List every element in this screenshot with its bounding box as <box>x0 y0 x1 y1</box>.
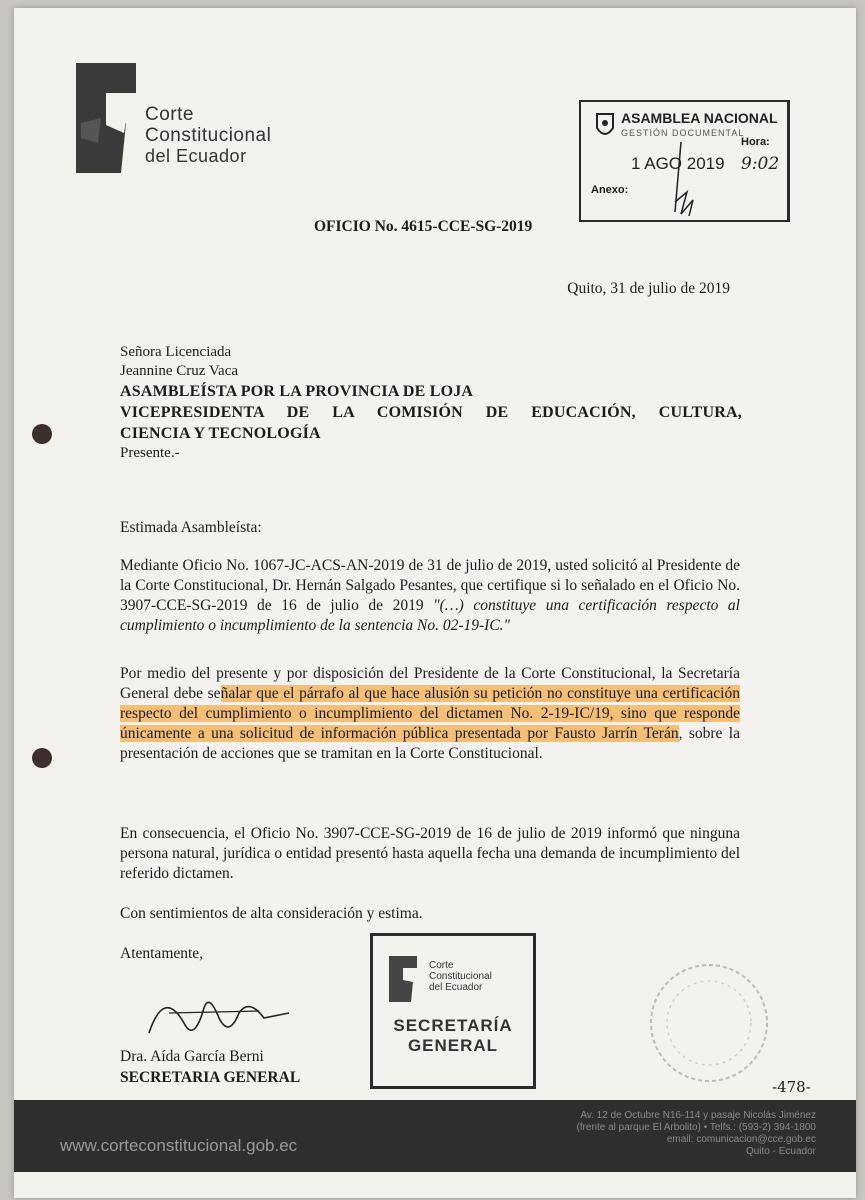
footer-address-4: Quito - Ecuador <box>745 1146 816 1157</box>
paragraph-2-pre: Por medio del presente y por disposición del Presidente de la Corte Constitucional, la Secretaría General debe se <box>120 665 740 702</box>
stamp-title-1: SECRETARÍA <box>393 1016 513 1035</box>
sign-off: Atentamente, <box>120 945 204 962</box>
paragraph-2-post: , sobre la presentación de acciones que se tramitan en la Corte Constitucional. <box>120 725 740 762</box>
date-line: Quito, 31 de julio de 2019 <box>567 280 730 297</box>
paragraph-1-quote: "(…) constituye una certificación respecto al cumplimiento o incumplimiento de la sentencia No. 02-19-IC." <box>120 597 740 634</box>
stamp-title <box>373 1016 533 1056</box>
footer-bar <box>14 1100 856 1172</box>
oficio-number: OFICIO No. 4615-CCE-SG-2019 <box>314 218 533 235</box>
punch-hole-bottom <box>32 748 52 768</box>
paragraph-3: En consecuencia, el Oficio No. 3907-CCE-SG-2019 de 16 de julio de 2019 informó que ninguna persona natural, jurídica o entidad presentó hasta aquella fecha una demanda de incumplimiento del referido dictamen. <box>120 825 740 882</box>
footer-address <box>576 1110 816 1158</box>
stamp-mini-text <box>429 960 492 993</box>
initials-scribble-icon <box>651 142 711 222</box>
stamp-hora-label: Hora: <box>741 136 770 148</box>
stamp-mini-3: del Ecuador <box>429 982 483 993</box>
stamp-mini-1: Corte <box>429 960 454 971</box>
footer-address-1: Av. 12 de Octubre N16-114 y pasaje Nicolás Jiménez <box>580 1110 816 1121</box>
stamp-logo-icon <box>385 954 425 1004</box>
letter-page <box>14 8 856 1198</box>
recipient-salutation: Señora Licenciada <box>120 344 232 360</box>
coat-of-arms-icon <box>595 112 615 140</box>
footer-address-2: (frente al parque El Arbolito) • Telfs.: (593-2) 394-1800 <box>576 1122 816 1133</box>
recipient-name: Jeannine Cruz Vaca <box>120 363 239 379</box>
signer-block <box>120 1046 300 1088</box>
faded-round-seal-icon <box>634 958 784 1088</box>
stamp-mini-2: Constitucional <box>429 971 492 982</box>
signer-role: SECRETARIA GENERAL <box>120 1069 301 1086</box>
recipient-role-2a: VICEPRESIDENTA DE LA COMISIÓN DE EDUCACIÓN, CULTURA, <box>120 404 742 421</box>
page-number: -478- <box>772 1078 811 1096</box>
recipient-role-2b: CIENCIA Y TECNOLOGÍA <box>120 425 321 442</box>
secretaria-general-stamp <box>370 933 536 1089</box>
highlighted-passage: ñalar que el párrafo al que hace alusión su petición no constituye una certificación respecto del cumplimiento o incumplimiento del dictamen No. 2-19-IC/19, sino que responde únicamente a una solicitud de información pública presentada por Fausto Jarrín Terán <box>120 685 740 742</box>
logo-text <box>145 104 271 167</box>
signer-name: Dra. Aída García Berni <box>120 1048 264 1065</box>
stamp-anexo-label: Anexo: <box>591 184 629 196</box>
footer-address-3: email: comunicacion@cce.gob.ec <box>666 1134 816 1145</box>
paragraph-1 <box>120 556 740 636</box>
stamp-date: 1 AGO 2019 <box>631 154 725 173</box>
greeting: Estimada Asambleísta: <box>120 519 262 536</box>
recipient-role-1: ASAMBLEÍSTA POR LA PROVINCIA DE LOJA <box>120 383 474 400</box>
stamp-hora-value: 9:02 <box>741 154 780 174</box>
recipient-presente: Presente.- <box>120 445 180 461</box>
recipient-block <box>120 343 742 463</box>
stamp-title-2: GENERAL <box>407 1036 499 1055</box>
logo-line-1: Corte <box>145 104 194 125</box>
handwritten-signature-icon <box>139 983 299 1053</box>
logo-line-2: Constitucional <box>145 125 272 146</box>
corte-constitucional-logo-icon <box>66 63 156 173</box>
logo-line-3: del Ecuador <box>145 146 247 166</box>
paragraph-2 <box>120 664 740 764</box>
stamp-org: ASAMBLEA NACIONAL <box>621 110 778 126</box>
reception-stamp <box>579 100 790 222</box>
stamp-dept: GESTIÓN DOCUMENTAL <box>621 128 745 138</box>
punch-hole-top <box>32 424 52 444</box>
closing-line: Con sentimientos de alta consideración y estima. <box>120 905 423 922</box>
footer-website-link[interactable]: www.corteconstitucional.gob.ec <box>60 1136 298 1155</box>
paragraph-1-text: Mediante Oficio No. 1067-JC-ACS-AN-2019 de 31 de julio de 2019, usted solicitó al Presidente de la Corte Constitucional, Dr. Hernán Salgado Pesantes, que certifique si lo señalado en el Oficio No. 3907-CCE-SG-2019 de 16 de julio de 2019 <box>120 557 740 614</box>
